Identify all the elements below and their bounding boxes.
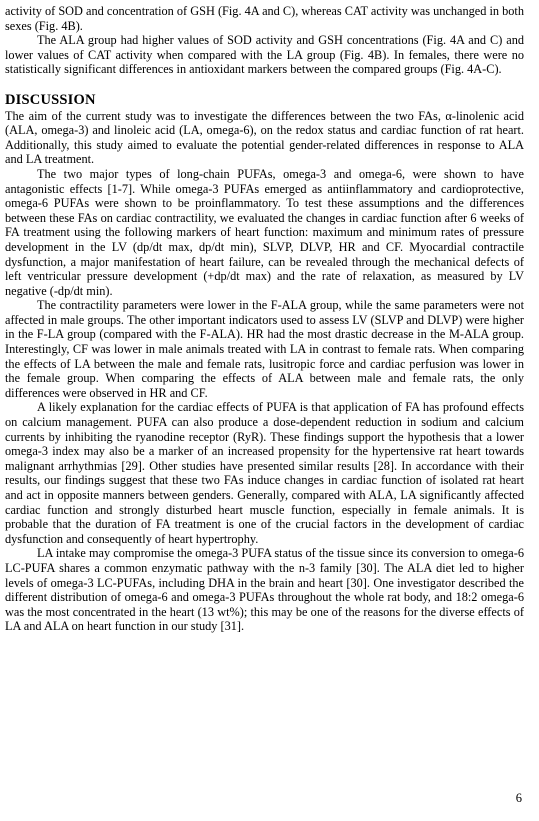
- discussion-paragraph-contractility: The contractility parameters were lower in the F-ALA group, while the same parameters were not affected in male groups. The other important indicators used to assess LV (SLVP and DLVP) were higher in the F-LA group (compared with the F-ALA). HR had the most drastic decrease in the M-ALA group. Interestingly, CF was lower in male animals treated with LA in contrast to female rats. When comparing the effects of LA between the male and female rats, lusitropic force and cardiac perfusion was lower in the female group. When comparing the effects of ALA between male and female rats, the only differences were observed in HR and CF.: [5, 298, 524, 400]
- paragraph-results-comparison: The ALA group had higher values of SOD activity and GSH concentrations (Fig. 4A and C) and lower values of CAT activity when compared with the LA group (Fig. 4B). In females, there were no statistically significant differences in antioxidant markers between the compared groups (Fig. 4A-C).: [5, 33, 524, 77]
- paragraph-continued: activity of SOD and concentration of GSH (Fig. 4A and C), whereas CAT activity was unchanged in both sexes (Fig. 4B).: [5, 4, 524, 33]
- section-spacer: [5, 77, 524, 92]
- discussion-paragraph-calcium: A likely explanation for the cardiac effects of PUFA is that application of FA has profound effects on calcium management. PUFA can also produce a dose-dependent reduction in sodium and calcium currents by inhibiting the ryanodine receptor (RyR). These findings support the hypothesis that a lower omega-3 index may also be a marker of an increased propensity for the hypertensive rat heart towards malignant arrhythmias [29]. Other studies have presented similar results [28]. In accordance with their results, our findings suggest that these two FAs induce changes in cardiac function of isolated rat heart and act in opposite manners between genders. Generally, compared with ALA, LA significantly affected cardiac function and strongly disturbed heart muscle function, especially in female animals. It is probable that the duration of FA treatment is one of the crucial factors in the development of cardiac dysfunction and consequently of heart hypertrophy.: [5, 400, 524, 546]
- discussion-paragraph-la-intake: LA intake may compromise the omega-3 PUFA status of the tissue since its conversion to omega-6 LC-PUFA shares a common enzymatic pathway with the n-3 family [30]. The ALA diet led to higher levels of omega-3 LC-PUFAs, including DHA in the brain and heart [30]. One investigator described the different distribution of omega-6 and omega-3 PUFAs throughout the whole rat body, and 18:2 omega-6 was the most concentrated in the heart (13 wt%); this may be one of the reasons for the diverse effects of LA and ALA on heart function in our study [31].: [5, 546, 524, 634]
- discussion-paragraph-pufa-types: The two major types of long-chain PUFAs, omega-3 and omega-6, were shown to have antagonistic effects [1-7]. While omega-3 PUFAs emerged as antiinflammatory and cardioprotective, omega-6 PUFAs were shown to be proinflammatory. To test these assumptions and the differences between these FAs on cardiac contractility, we evaluated the changes in cardiac function after 6 weeks of FA treatment using the following markers of heart function: maximum and minimum rates of pressure development in the LV (dp/dt max, dp/dt min), SLVP, DLVP, HR and CF. Myocardial contractile dysfunction, a major manifestation of heart failure, can be revealed through the mechanical defects of left ventricular pressure development (+dp/dt max) and the rate of relaxation, as measured by LV negative (-dp/dt min).: [5, 166, 524, 298]
- page-number: 6: [515, 791, 522, 805]
- discussion-heading: DISCUSSION: [5, 91, 96, 108]
- discussion-paragraph-aim: The aim of the current study was to investigate the differences between the two FAs, α-linolenic acid (ALA, omega-3) and linoleic acid (LA, omega-6), on the redox status and cardiac function of rat heart. Additionally, this study aimed to evaluate the potential gender-related differences in response to ALA and LA treatment.: [5, 108, 524, 167]
- text-column: [5, 4, 524, 634]
